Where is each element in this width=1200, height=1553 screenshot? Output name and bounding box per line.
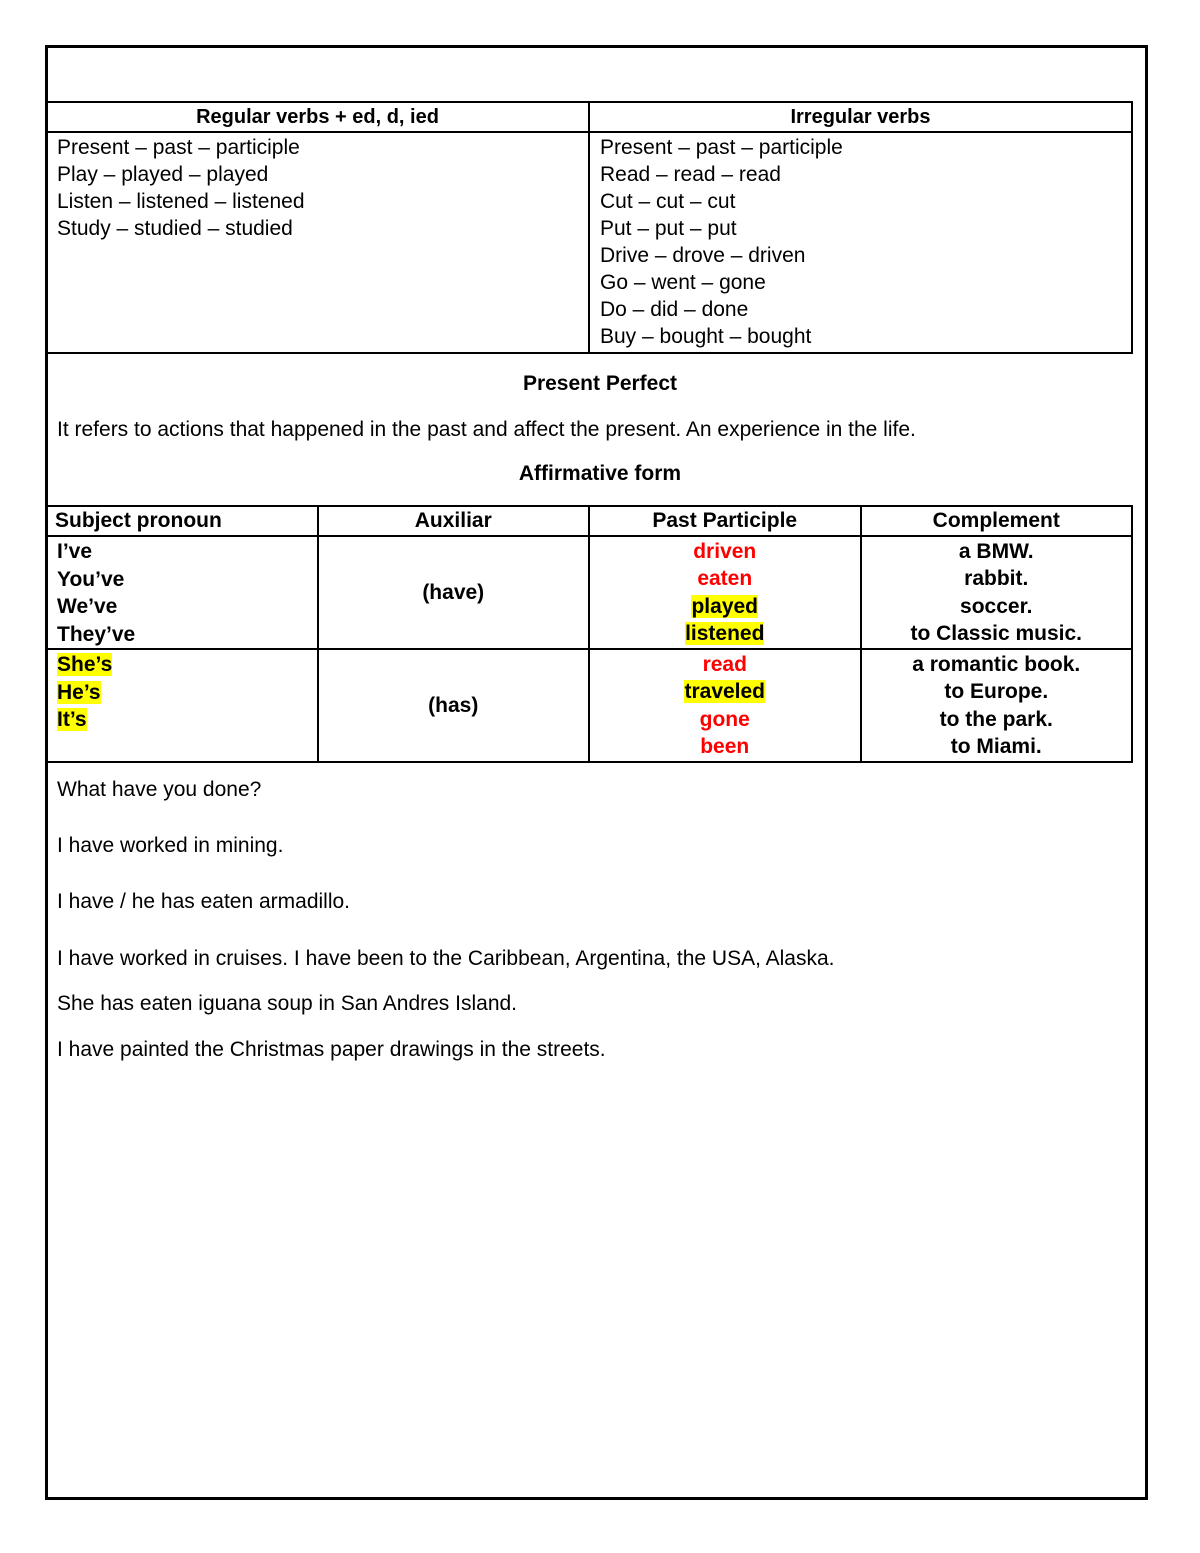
complement-value: rabbit.	[964, 567, 1029, 590]
participle-cell	[589, 649, 861, 762]
regular-verb-line: Present – past – participle	[57, 136, 300, 159]
complement-value: to Classic music.	[910, 622, 1083, 645]
participle-value: driven	[693, 539, 757, 563]
table-row	[46, 536, 1132, 649]
complement-cell	[861, 649, 1133, 762]
auxiliar-header: Auxiliar	[318, 506, 590, 536]
regular-verbs-cell	[46, 132, 589, 353]
complement-value: soccer.	[960, 594, 1033, 618]
complement-value: to the park.	[939, 707, 1053, 731]
regular-verb-line: Play – played – played	[57, 163, 269, 186]
auxiliar-value: (have)	[422, 580, 485, 604]
example-sentence: I have / he has eaten armadillo.	[57, 890, 351, 913]
affirmative-title: Affirmative form	[518, 462, 682, 485]
auxiliar-cell	[318, 649, 590, 762]
section-title: Present Perfect	[522, 372, 678, 395]
definition-text: It refers to actions that happened in the past and affect the present. An experience in the life.	[57, 418, 916, 441]
present-perfect-table	[45, 505, 1133, 763]
complement-value: to Europe.	[944, 680, 1049, 703]
verbs-table	[45, 101, 1133, 354]
regular-verbs-header: Regular verbs + ed, d, ied	[46, 102, 589, 132]
example-sentence: I have painted the Christmas paper drawings in the streets.	[57, 1038, 606, 1061]
subject-pronoun-header: Subject pronoun	[46, 506, 318, 536]
complement-cell	[861, 536, 1133, 649]
subject-cell	[46, 536, 318, 649]
example-sentence: I have worked in mining.	[57, 834, 284, 857]
subject-pronoun: I’ve	[57, 540, 93, 563]
subject-pronoun-highlighted: He’s	[57, 680, 101, 704]
participle-value: been	[700, 735, 750, 758]
subject-pronoun: We’ve	[57, 595, 118, 618]
irregular-verb-line: Present – past – participle	[600, 136, 843, 159]
subject-pronoun-highlighted: She’s	[57, 653, 113, 676]
example-sentence: I have worked in cruises. I have been to the Caribbean, Argentina, the USA, Alaska.	[57, 947, 835, 970]
auxiliar-value: (has)	[428, 693, 479, 717]
subject-cell	[46, 649, 318, 762]
regular-verb-line: Study – studied – studied	[57, 217, 293, 240]
subject-pronoun: You’ve	[57, 567, 125, 591]
verbs-table-row	[46, 132, 1132, 353]
participle-value-highlighted: traveled	[684, 680, 766, 703]
perfect-table-header	[46, 506, 1132, 536]
auxiliar-cell	[318, 536, 590, 649]
participle-value-highlighted: played	[691, 594, 759, 618]
irregular-verb-line: Buy – bought – bought	[600, 325, 812, 348]
participle-cell	[589, 536, 861, 649]
example-sentence: What have you done?	[57, 778, 262, 801]
table-row	[46, 649, 1132, 762]
participle-value: read	[702, 652, 747, 676]
participle-value: eaten	[697, 567, 753, 590]
irregular-verb-line: Drive – drove – driven	[600, 244, 806, 267]
irregular-verb-line: Cut – cut – cut	[600, 190, 736, 213]
past-participle-header: Past Participle	[589, 506, 861, 536]
irregular-verbs-cell	[589, 132, 1132, 353]
participle-value: gone	[699, 707, 750, 731]
complement-value: a romantic book.	[912, 652, 1081, 676]
participle-value-highlighted: listened	[685, 622, 765, 645]
irregular-verbs-header: Irregular verbs	[589, 102, 1132, 132]
irregular-verb-line: Read – read – read	[600, 163, 781, 186]
irregular-verb-line: Go – went – gone	[600, 271, 766, 294]
example-sentence: She has eaten iguana soup in San Andres Island.	[57, 992, 518, 1015]
irregular-verb-line: Put – put – put	[600, 217, 737, 240]
complement-value: to Miami.	[950, 735, 1042, 758]
regular-verb-line: Listen – listened – listened	[57, 190, 305, 213]
irregular-verb-line: Do – did – done	[600, 298, 749, 321]
complement-value: a BMW.	[958, 539, 1034, 563]
subject-pronoun-highlighted: It’s	[57, 708, 87, 731]
complement-header: Complement	[861, 506, 1133, 536]
subject-pronoun: They’ve	[57, 622, 136, 646]
verbs-table-header	[46, 102, 1132, 132]
